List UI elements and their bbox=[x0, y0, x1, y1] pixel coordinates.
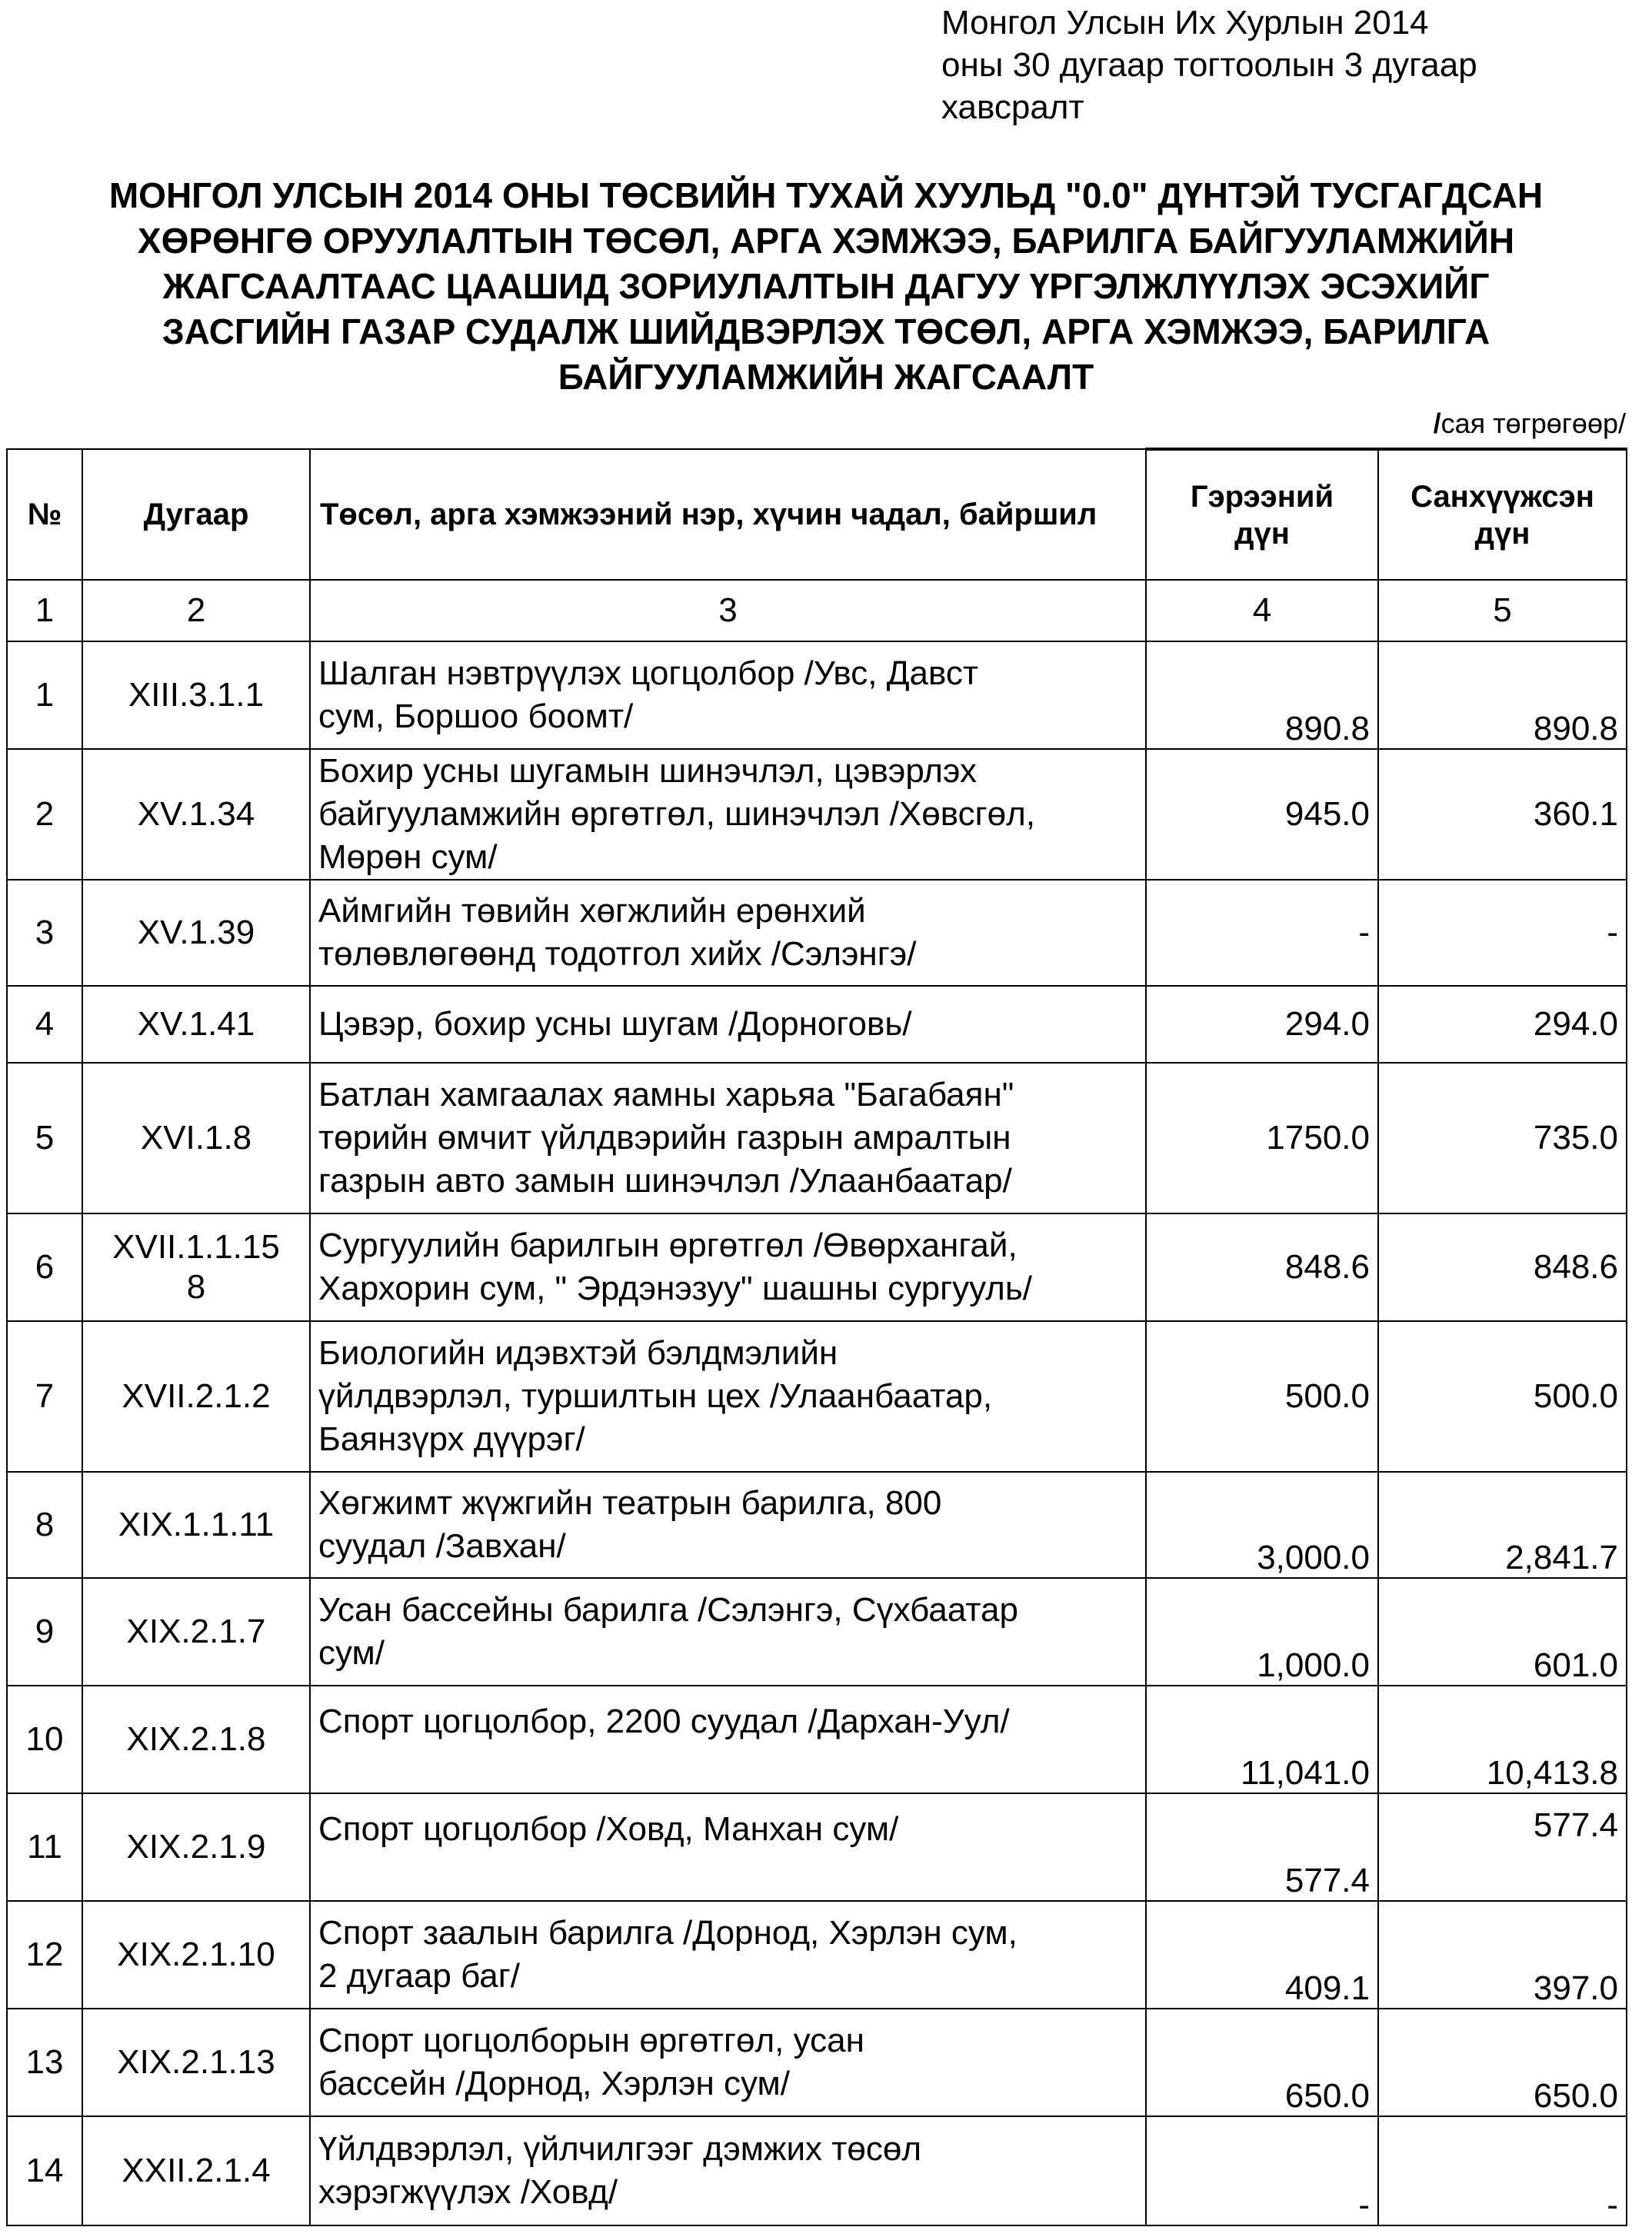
table-row bbox=[7, 1793, 1627, 1901]
row-code: XIX.1.1.11 bbox=[82, 1472, 310, 1578]
row-name-line: байгууламжийн өргөтгөл, шинэчлэл /Хөвсгөл, bbox=[318, 795, 1036, 833]
table-row bbox=[7, 1063, 1627, 1213]
row-num: 7 bbox=[7, 1321, 82, 1472]
row-funded: 577.4 bbox=[1378, 1793, 1627, 1901]
row-num: 11 bbox=[7, 1793, 82, 1901]
row-funded: 10,413.8 bbox=[1378, 1686, 1627, 1793]
row-code: XIX.2.1.10 bbox=[82, 1901, 310, 2009]
row-num: 2 bbox=[7, 749, 82, 880]
row-num: 13 bbox=[7, 2009, 82, 2116]
row-code: XIII.3.1.1 bbox=[82, 641, 310, 749]
row-code: XIX.2.1.8 bbox=[82, 1686, 310, 1793]
row-funded: 397.0 bbox=[1378, 1901, 1627, 2009]
unit-label bbox=[1434, 407, 1626, 441]
table-row bbox=[7, 1901, 1627, 2009]
row-contract: 1750.0 bbox=[1146, 1063, 1378, 1213]
row-name bbox=[310, 749, 1146, 880]
row-name bbox=[310, 641, 1146, 749]
header-funded-line: Санхүүжсэн bbox=[1411, 479, 1594, 514]
row-code: XV.1.34 bbox=[82, 749, 310, 880]
row-name-line: Биологийн идэвхтэй бэлдмэлийн bbox=[318, 1334, 838, 1372]
row-name-line: Спорт цогцолбор /Ховд, Манхан сум/ bbox=[318, 1810, 899, 1848]
column-number: 1 bbox=[7, 580, 82, 641]
row-contract: 650.0 bbox=[1146, 2009, 1378, 2116]
row-name bbox=[310, 1213, 1146, 1321]
row-name-line: газрын авто замын шинэчлэл /Улаанбаатар/ bbox=[318, 1162, 1012, 1200]
row-num: 10 bbox=[7, 1686, 82, 1793]
row-name-line: төрийн өмчит үйлдвэрийн газрын амралтын bbox=[318, 1119, 1011, 1157]
row-contract: 577.4 bbox=[1146, 1793, 1378, 1901]
title-line: ЗАСГИЙН ГАЗАР СУДАЛЖ ШИЙДВЭРЛЭХ ТӨСӨЛ, АРГА ХЭМЖЭЭ, БАРИЛГА bbox=[162, 311, 1490, 351]
column-number-row bbox=[7, 580, 1627, 641]
row-name-line: Спорт заалын барилга /Дорнод, Хэрлэн сум, bbox=[318, 1914, 1018, 1952]
row-num: 1 bbox=[7, 641, 82, 749]
row-name bbox=[310, 2009, 1146, 2116]
row-code bbox=[82, 1213, 310, 1321]
row-name-line: Усан бассейны барилга /Сэлэнгэ, Сүхбаатар bbox=[318, 1591, 1018, 1629]
annex-line: хавсралт bbox=[941, 88, 1084, 126]
table-row bbox=[7, 1686, 1627, 1793]
row-num: 3 bbox=[7, 880, 82, 986]
row-num: 14 bbox=[7, 2116, 82, 2225]
row-name-line: Цэвэр, бохир усны шугам /Дорноговь/ bbox=[318, 1005, 912, 1043]
row-funded: - bbox=[1378, 880, 1627, 986]
title-line: БАЙГУУЛАМЖИЙН ЖАГСААЛТ bbox=[558, 357, 1094, 397]
column-number: 5 bbox=[1378, 580, 1627, 641]
row-name-line: Баянзүрх дүүрэг/ bbox=[318, 1420, 585, 1458]
row-name-line: төлөвлөгөөнд тодотгол хийх /Сэлэнгэ/ bbox=[318, 935, 917, 973]
header-contract bbox=[1146, 449, 1378, 580]
table-row bbox=[7, 641, 1627, 749]
row-name-line: Үйлдвэрлэл, үйлчилгээг дэмжих төсөл bbox=[318, 2130, 922, 2168]
row-name bbox=[310, 2116, 1146, 2225]
row-contract: - bbox=[1146, 880, 1378, 986]
row-funded: 294.0 bbox=[1378, 986, 1627, 1063]
annex-line: Монгол Улсын Их Хурлын 2014 bbox=[941, 4, 1429, 42]
header-funded-line: дүн bbox=[1474, 516, 1530, 551]
row-code: XIX.2.1.9 bbox=[82, 1793, 310, 1901]
row-name-line: суудал /Завхан/ bbox=[318, 1527, 566, 1565]
row-name-line: Аймгийн төвийн хөгжлийн ерөнхий bbox=[318, 892, 866, 930]
row-contract: 409.1 bbox=[1146, 1901, 1378, 2009]
row-name bbox=[310, 1793, 1146, 1901]
row-name-line: Мөрөн сум/ bbox=[318, 838, 498, 876]
row-funded: 601.0 bbox=[1378, 1578, 1627, 1686]
header-name: Төсөл, арга хэмжээний нэр, хүчин чадал, байршил bbox=[310, 449, 1146, 580]
row-code: XIX.2.1.13 bbox=[82, 2009, 310, 2116]
row-name-line: сум/ bbox=[318, 1634, 385, 1672]
unit-text: сая төгрөгөөр/ bbox=[1441, 408, 1626, 439]
row-contract: 945.0 bbox=[1146, 749, 1378, 880]
header-num: № bbox=[7, 449, 82, 580]
row-funded: 650.0 bbox=[1378, 2009, 1627, 2116]
row-funded: 848.6 bbox=[1378, 1213, 1627, 1321]
row-name-line: сум, Боршоо боомт/ bbox=[318, 697, 634, 735]
row-contract: 890.8 bbox=[1146, 641, 1378, 749]
annex-line: оны 30 дугаар тогтоолын 3 дугаар bbox=[941, 46, 1477, 84]
table-row bbox=[7, 880, 1627, 986]
row-name bbox=[310, 1901, 1146, 2009]
row-code-line: XVII.1.1.15 bbox=[112, 1228, 280, 1266]
row-name-line: Сургуулийн барилгын өргөтгөл /Өвөрхангай, bbox=[318, 1227, 1018, 1264]
row-name-line: 2 дугаар баг/ bbox=[318, 1957, 521, 1995]
row-contract: 1,000.0 bbox=[1146, 1578, 1378, 1686]
row-num: 8 bbox=[7, 1472, 82, 1578]
title-line: ХӨРӨНГӨ ОРУУЛАЛТЫН ТӨСӨЛ, АРГА ХЭМЖЭЭ, БАРИЛГА БАЙГУУЛАМЖИЙН bbox=[137, 221, 1515, 261]
table-row bbox=[7, 2116, 1627, 2225]
table-row bbox=[7, 2009, 1627, 2116]
row-name bbox=[310, 1578, 1146, 1686]
row-code: XV.1.41 bbox=[82, 986, 310, 1063]
row-funded: 360.1 bbox=[1378, 749, 1627, 880]
row-funded: 2,841.7 bbox=[1378, 1472, 1627, 1578]
row-name-line: хэрэгжүүлэх /Ховд/ bbox=[318, 2173, 618, 2211]
row-code: XVII.2.1.2 bbox=[82, 1321, 310, 1472]
annex-note bbox=[941, 2, 1618, 128]
row-name-line: бассейн /Дорнод, Хэрлэн сум/ bbox=[318, 2065, 791, 2102]
row-name bbox=[310, 1321, 1146, 1472]
column-number: 4 bbox=[1146, 580, 1378, 641]
row-name-line: үйлдвэрлэл, туршилтын цех /Улаанбаатар, bbox=[318, 1377, 993, 1415]
title-line: МОНГОЛ УЛСЫН 2014 ОНЫ ТӨСВИЙН ТУХАЙ ХУУЛЬД "0.0" ДҮНТЭЙ ТУСГАГДСАН bbox=[108, 175, 1544, 215]
row-name bbox=[310, 986, 1146, 1063]
table-row bbox=[7, 1578, 1627, 1686]
table-row bbox=[7, 1321, 1627, 1472]
row-num: 4 bbox=[7, 986, 82, 1063]
row-contract: 11,041.0 bbox=[1146, 1686, 1378, 1793]
column-number: 2 bbox=[82, 580, 310, 641]
row-name-line: Спорт цогцолбор, 2200 суудал /Дархан-Уул/ bbox=[318, 1703, 1010, 1740]
row-code-line: 8 bbox=[186, 1268, 206, 1306]
row-code: XIX.2.1.7 bbox=[82, 1578, 310, 1686]
row-funded: - bbox=[1378, 2116, 1627, 2225]
row-funded: 500.0 bbox=[1378, 1321, 1627, 1472]
row-contract: - bbox=[1146, 2116, 1378, 2225]
row-name-line: Хархорин сум, " Эрдэнэзуу" шашны сургууль/ bbox=[318, 1270, 1032, 1307]
row-funded: 890.8 bbox=[1378, 641, 1627, 749]
row-name bbox=[310, 1063, 1146, 1213]
row-name-line: Батлан хамгаалах яамны харьяа "Багабаян" bbox=[318, 1076, 1014, 1114]
document-title bbox=[0, 173, 1652, 400]
row-num: 6 bbox=[7, 1213, 82, 1321]
row-name-line: Шалган нэвтрүүлэх цогцолбор /Увс, Давст bbox=[318, 654, 978, 692]
header-contract-line: Гэрээний bbox=[1190, 479, 1334, 514]
unit-slash: / bbox=[1433, 408, 1441, 439]
row-num: 9 bbox=[7, 1578, 82, 1686]
row-name-line: Спорт цогцолборын өргөтгөл, усан bbox=[318, 2022, 864, 2059]
row-funded: 735.0 bbox=[1378, 1063, 1627, 1213]
row-name-line: Бохир усны шугамын шинэчлэл, цэвэрлэх bbox=[318, 752, 977, 790]
row-name bbox=[310, 1472, 1146, 1578]
column-number: 3 bbox=[310, 580, 1146, 641]
table-row bbox=[7, 1472, 1627, 1578]
row-code: XV.1.39 bbox=[82, 880, 310, 986]
row-code: XXII.2.1.4 bbox=[82, 2116, 310, 2225]
table-header-row bbox=[7, 449, 1627, 580]
row-contract: 848.6 bbox=[1146, 1213, 1378, 1321]
row-name bbox=[310, 1686, 1146, 1793]
row-contract: 500.0 bbox=[1146, 1321, 1378, 1472]
table-row bbox=[7, 1213, 1627, 1321]
row-num: 5 bbox=[7, 1063, 82, 1213]
row-contract: 294.0 bbox=[1146, 986, 1378, 1063]
project-table bbox=[6, 448, 1627, 2226]
table-row bbox=[7, 749, 1627, 880]
header-code: Дугаар bbox=[82, 449, 310, 580]
row-contract: 3,000.0 bbox=[1146, 1472, 1378, 1578]
header-contract-line: дүн bbox=[1234, 516, 1290, 551]
title-line: ЖАГСААЛТААС ЦААШИД ЗОРИУЛАЛТЫН ДАГУУ ҮРГЭЛЖЛҮҮЛЭХ ЭСЭХИЙГ bbox=[162, 266, 1490, 306]
row-name bbox=[310, 880, 1146, 986]
row-num: 12 bbox=[7, 1901, 82, 2009]
header-funded bbox=[1378, 449, 1627, 580]
table-row bbox=[7, 986, 1627, 1063]
row-name-line: Хөгжимт жүжгийн театрын барилга, 800 bbox=[318, 1484, 942, 1522]
row-code: XVI.1.8 bbox=[82, 1063, 310, 1213]
